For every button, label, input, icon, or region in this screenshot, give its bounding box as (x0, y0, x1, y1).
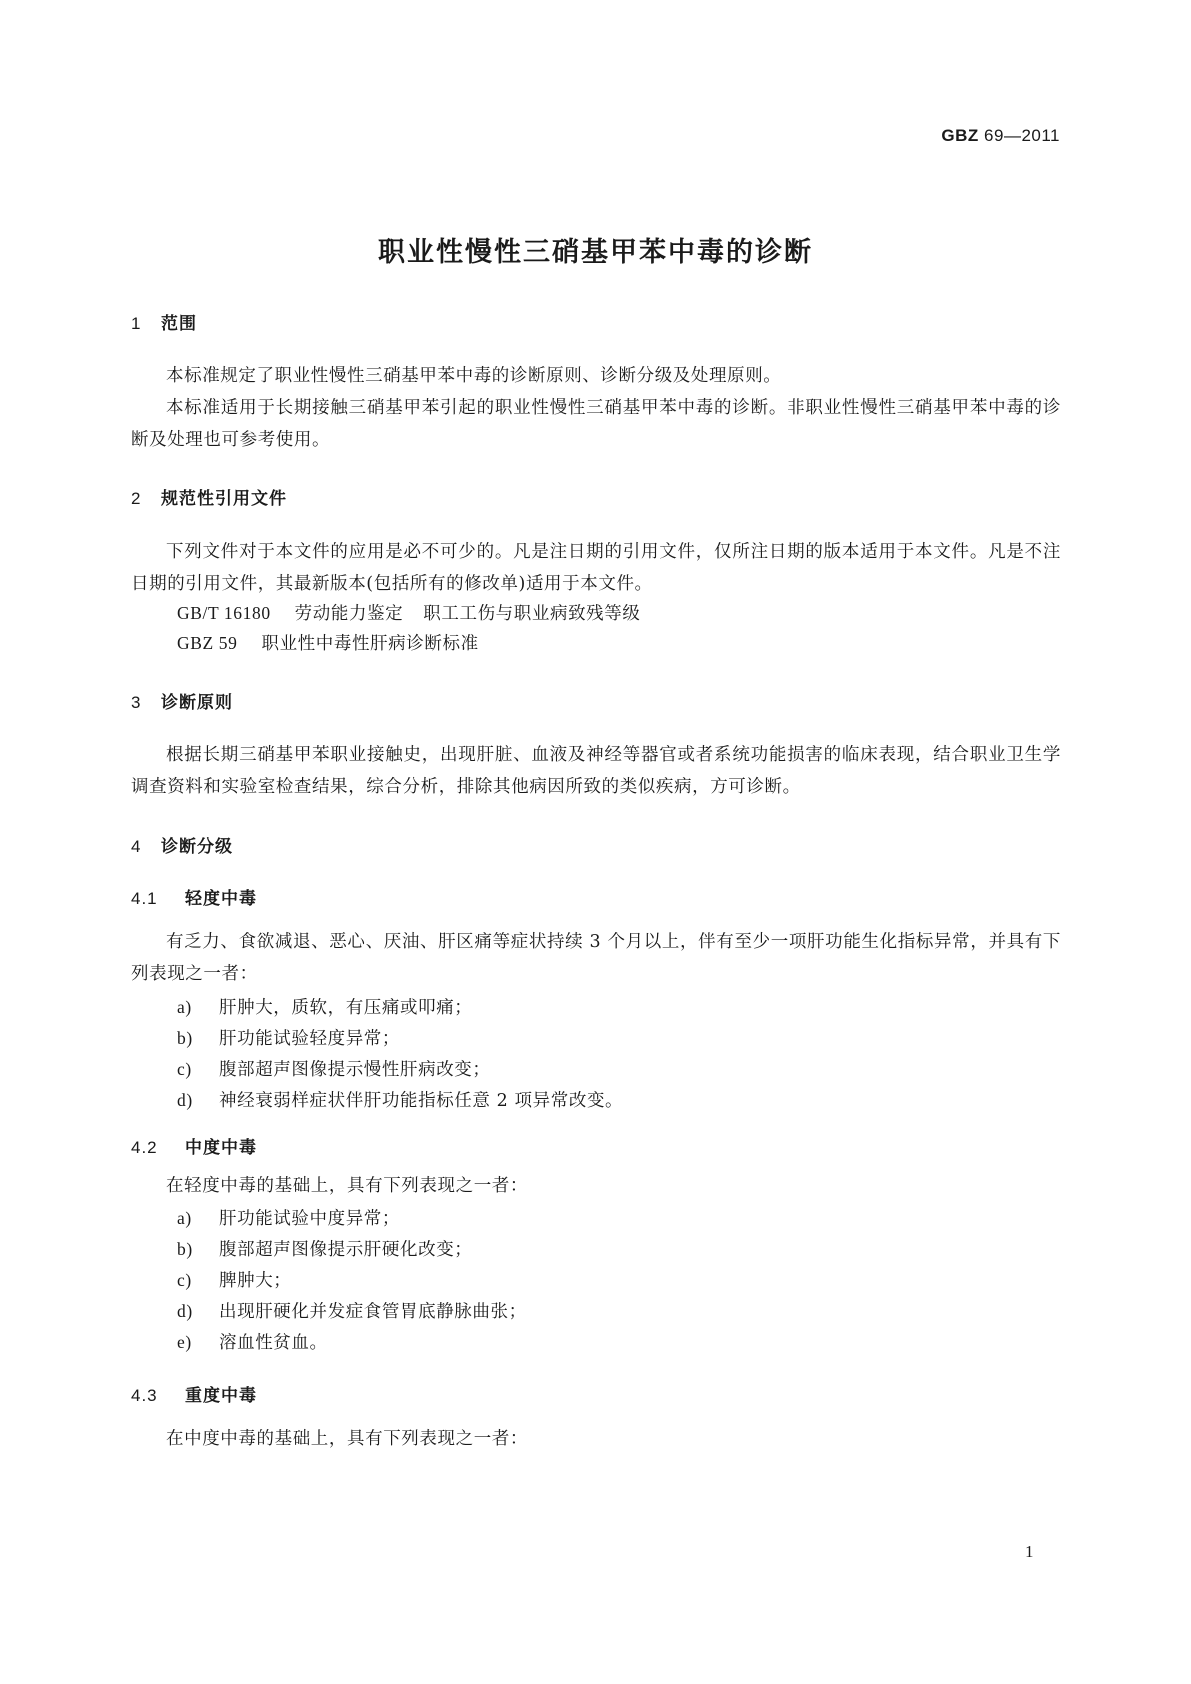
reference-title: 劳动能力鉴定 (294, 604, 404, 624)
section-heading-2 (131, 484, 287, 509)
paragraph-scope-2: 本标准适用于长期接触三硝基甲苯引起的职业性慢性三硝基甲苯中毒的诊断。非职业性慢性三硝基甲苯中毒的诊断及处理也可参考使用。 (131, 398, 1061, 450)
list-text: 腹部超声图像提示肝硬化改变； (219, 1240, 473, 1260)
list-marker: b) (177, 1239, 193, 1259)
reference-code: GB/T 16180 (177, 603, 271, 623)
list-item (177, 994, 472, 1019)
list-item (177, 1025, 400, 1050)
section-number: 1 (131, 314, 142, 333)
list-text: 出现肝硬化并发症食管胃底静脉曲张； (219, 1302, 527, 1322)
section-title: 诊断分级 (161, 837, 233, 857)
list-marker: a) (177, 1208, 192, 1228)
list-marker: d) (177, 1301, 193, 1321)
section-title: 规范性引用文件 (161, 489, 287, 509)
subsection-title: 重度中毒 (185, 1386, 257, 1406)
section-title: 范围 (161, 314, 197, 334)
list-marker: b) (177, 1028, 193, 1048)
list-item (177, 1267, 291, 1292)
subsection-title: 中度中毒 (185, 1138, 257, 1158)
paragraph-principles: 根据长期三硝基甲苯职业接触史，出现肝脏、血液及神经等器官或者系统功能损害的临床表现，结合职业卫生学调查资料和实验室检查结果，综合分析，排除其他病因所致的类似疾病，方可诊断。 (131, 745, 1061, 797)
paragraph-severe-intro: 在中度中毒的基础上，具有下列表现之一者： (166, 1429, 528, 1449)
list-marker: e) (177, 1332, 192, 1352)
section-heading-3 (131, 688, 233, 713)
list-marker: d) (177, 1090, 193, 1110)
section-number: 3 (131, 693, 142, 712)
standard-prefix: GBZ (941, 126, 979, 145)
subsection-title: 轻度中毒 (185, 889, 257, 909)
reference-title: 职业性中毒性肝病诊断标准 (261, 634, 479, 654)
subsection-heading-4-1 (131, 884, 257, 909)
reference-code: GBZ 59 (177, 633, 238, 653)
paragraph-references: 下列文件对于本文件的应用是必不可少的。凡是注日期的引用文件，仅所注日期的版本适用于本文件。凡是不注日期的引用文件，其最新版本(包括所有的修改单)适用于本文件。 (131, 542, 1061, 594)
list-item (177, 1056, 491, 1081)
list-text: 腹部超声图像提示慢性肝病改变； (219, 1060, 491, 1080)
list-text: 溶血性贫血。 (219, 1333, 328, 1353)
list-item (177, 1205, 400, 1230)
standard-code (941, 126, 1060, 146)
list-item (177, 1298, 527, 1323)
page-number: 1 (1025, 1542, 1034, 1561)
subsection-heading-4-2 (131, 1133, 257, 1158)
section-heading-4 (131, 832, 233, 857)
reference-item (177, 630, 479, 655)
subsection-number: 4.2 (131, 1138, 158, 1157)
list-marker: a) (177, 997, 192, 1017)
list-text: 神经衰弱样症状伴肝功能指标任意 2 项异常改变。 (219, 1091, 624, 1111)
list-text: 肝肿大，质软，有压痛或叩痛； (219, 998, 473, 1018)
list-item (177, 1329, 328, 1354)
subsection-number: 4.3 (131, 1386, 158, 1405)
list-marker: c) (177, 1059, 192, 1079)
reference-title: 职工工伤与职业病致残等级 (423, 604, 641, 624)
paragraph-mild-intro: 有乏力、食欲减退、恶心、厌油、肝区痛等症状持续 3 个月以上，伴有至少一项肝功能生化指标异常，并具有下列表现之一者： (131, 932, 1061, 984)
section-heading-1 (131, 309, 197, 334)
section-number: 4 (131, 837, 142, 856)
list-text: 肝功能试验中度异常； (219, 1209, 400, 1229)
standard-number: 69—2011 (984, 126, 1060, 145)
subsection-number: 4.1 (131, 889, 158, 908)
section-title: 诊断原则 (161, 693, 233, 713)
paragraph-scope-1: 本标准规定了职业性慢性三硝基甲苯中毒的诊断原则、诊断分级及处理原则。 (166, 366, 782, 386)
list-text: 脾肿大； (219, 1271, 292, 1291)
list-text: 肝功能试验轻度异常； (219, 1029, 400, 1049)
list-marker: c) (177, 1270, 192, 1290)
list-item (177, 1236, 472, 1261)
reference-item (177, 600, 640, 625)
document-title: 职业性慢性三硝基甲苯中毒的诊断 (378, 237, 813, 268)
list-item (177, 1087, 623, 1112)
subsection-heading-4-3 (131, 1381, 257, 1406)
section-number: 2 (131, 489, 142, 508)
paragraph-moderate-intro: 在轻度中毒的基础上，具有下列表现之一者： (166, 1176, 528, 1196)
